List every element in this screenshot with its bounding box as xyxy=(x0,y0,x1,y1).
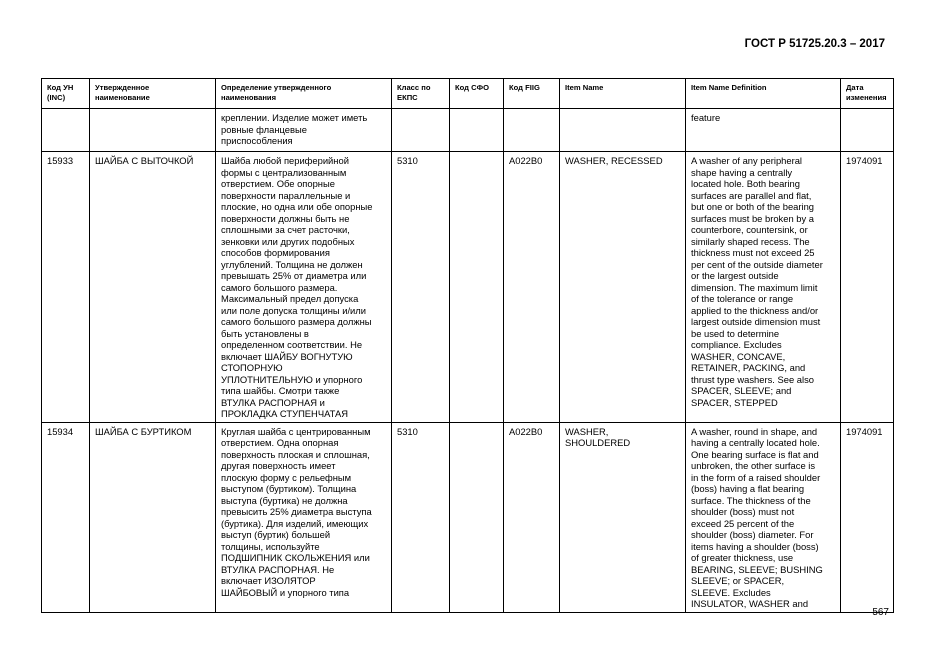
cell-item-name: WASHER, RECESSED xyxy=(560,152,686,423)
table-row xyxy=(42,152,894,423)
col-header-name: Утвержденное наименование xyxy=(90,79,216,109)
cell-item-def: A washer, round in shape, and having a centrally located hole. One bearing surface is flat and unbroken, the other surface is in the form of a raised shoulder (boss) having a flat bearing surface. The thickness of the shoulder (boss) must not exceed 25 percent of the shoulder (boss) diameter. For items having a shoulder (boss) of greater thickness, use BEARING, SLEEVE; BUSHING SLEEVE; or SPACER, SLEEVE. Excludes INSULATOR, WASHER and xyxy=(686,422,841,612)
cell-definition: Круглая шайба с центрированным отверстием. Одна опорная поверхность плоская и сплошная, другая поверхность имеет плоскую форму с рельефным выступом (буртиком). Толщина выступа (буртика) не должна превысить 25% диаметра выступа (буртика). Для изделий, имеющих выступ (буртик) большей толщины, используйте ПОДШИПНИК СКОЛЬЖЕНИЯ или ВТУЛКА РАСПОРНАЯ. Не включает ИЗОЛЯТОР ШАЙБОВЫЙ и упорного типа xyxy=(216,422,392,612)
cell-name xyxy=(90,109,216,152)
cell-date: 1974091 xyxy=(841,152,894,423)
cell-fiig: A022B0 xyxy=(504,152,560,423)
cell-item-name: WASHER, SHOULDERED xyxy=(560,422,686,612)
cell-item-def: A washer of any peripheral shape having a centrally located hole. Both bearing surfaces are parallel and flat, but one or both of the bearing surfaces must be broken by a counterbore, countersink, or similarly shaped recess. The thickness must not exceed 25 per cent of the outside diameter or the largest outside dimension. The maximum limit of the tolerance or range applied to the thickness and/or largest outside dimension must be used to determine compliance. Excludes WASHER, CONCAVE, RETAINER, PACKING, and thrust type washers. See also SPACER, SLEEVE; and SPACER, STEPPED xyxy=(686,152,841,423)
col-header-sfo: Код СФО xyxy=(450,79,504,109)
cell-date xyxy=(841,109,894,152)
data-table xyxy=(41,78,894,613)
table-header-row xyxy=(42,79,894,109)
cell-class: 5310 xyxy=(392,422,450,612)
table-row xyxy=(42,109,894,152)
col-header-item-def: Item Name Definition xyxy=(686,79,841,109)
col-header-item-name: Item Name xyxy=(560,79,686,109)
cell-item-name xyxy=(560,109,686,152)
cell-class xyxy=(392,109,450,152)
cell-sfo xyxy=(450,152,504,423)
cell-inc xyxy=(42,109,90,152)
cell-inc: 15934 xyxy=(42,422,90,612)
document-code: ГОСТ Р 51725.20.3 – 2017 xyxy=(744,38,885,50)
table-row xyxy=(42,422,894,612)
cell-date: 1974091 xyxy=(841,422,894,612)
col-header-class: Класс по ЕКПС xyxy=(392,79,450,109)
cell-name: ШАЙБА С БУРТИКОМ xyxy=(90,422,216,612)
cell-name: ШАЙБА С ВЫТОЧКОЙ xyxy=(90,152,216,423)
cell-definition: Шайба любой периферийной формы с централизованным отверстием. Обе опорные поверхности параллельные и плоские, но одна или обе опорные поверхности должны быть не сплошными за счет расточки, зенковки или других подобных способов формирования углублений. Толщина не должен превышать 25% от диаметра или самого большого размера. Максимальный предел допуска или поле допуска толщины и/или самого большого размера должны быть установлены в определенном соответствии. Не включает ШАЙБУ ВОГНУТУЮ СТОПОРНУЮ УПЛОТНИТЕЛЬНУЮ и упорного типа шайбы. Смотри также ВТУЛКА РАСПОРНАЯ и ПРОКЛАДКА СТУПЕНЧАТАЯ xyxy=(216,152,392,423)
col-header-fiig: Код FIIG xyxy=(504,79,560,109)
cell-sfo xyxy=(450,109,504,152)
cell-sfo xyxy=(450,422,504,612)
col-header-inc: Код УН (INC) xyxy=(42,79,90,109)
cell-inc: 15933 xyxy=(42,152,90,423)
page-number: 567 xyxy=(872,607,889,618)
cell-fiig: A022B0 xyxy=(504,422,560,612)
col-header-date: Дата изменения xyxy=(841,79,894,109)
cell-fiig xyxy=(504,109,560,152)
col-header-definition: Определение утвержденного наименования xyxy=(216,79,392,109)
cell-class: 5310 xyxy=(392,152,450,423)
cell-definition: креплении. Изделие может иметь ровные фланцевые приспособления xyxy=(216,109,392,152)
cell-item-def: feature xyxy=(686,109,841,152)
